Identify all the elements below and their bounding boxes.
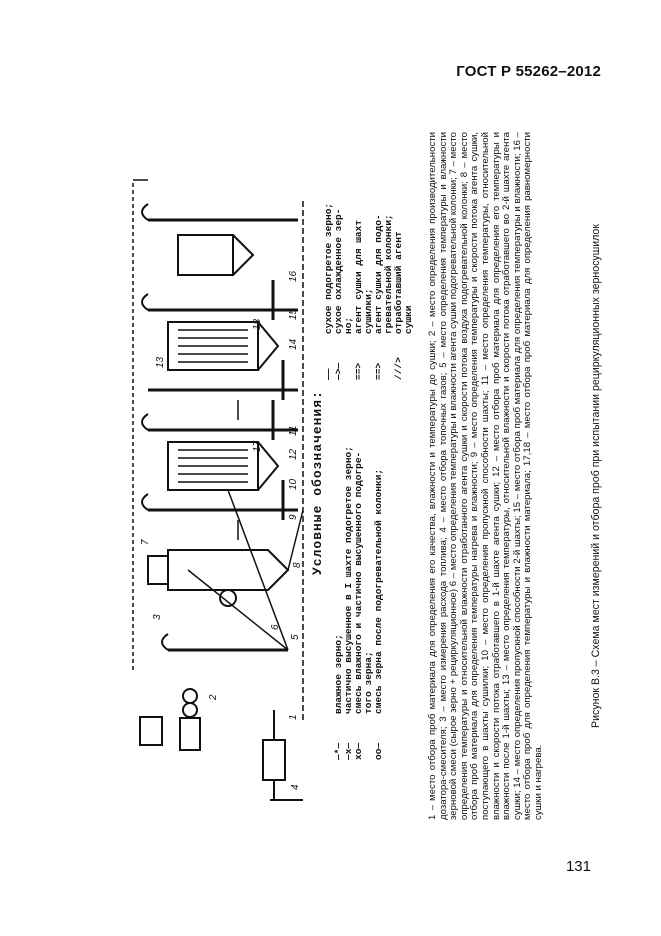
legend-item: ///>отработавший агент xyxy=(393,231,404,380)
legend-item: но; xyxy=(343,316,354,334)
point-number: 12 xyxy=(288,448,299,460)
point-number: 14 xyxy=(288,338,299,350)
point-number: 5 xyxy=(290,634,301,640)
legend-item: сушилки; xyxy=(363,288,374,334)
page-number: 131 xyxy=(565,858,591,875)
point-number: 4 xyxy=(290,784,301,790)
point-number: 6 xyxy=(270,624,281,630)
legend-item: —*—влажное зерно; xyxy=(333,634,344,760)
point-numbers xyxy=(140,270,303,790)
legend-item: сушки xyxy=(403,305,414,334)
point-number: 2 xyxy=(208,694,219,700)
point-number: 3 xyxy=(152,614,163,620)
legend-item: ——сухое подогретое зерно; xyxy=(323,202,334,380)
point-number: 1 xyxy=(288,714,299,720)
point-number: 13 xyxy=(155,356,166,368)
legend-item: oo—смесь зерна после подогревательной колонки; xyxy=(373,468,384,760)
point-number: 16 xyxy=(288,270,299,282)
point-number: 17 xyxy=(252,440,263,452)
point-number: 8 xyxy=(292,562,303,568)
legend-item: ==>агент сушки для подо- xyxy=(373,214,384,380)
point-number: 9 xyxy=(288,514,299,520)
legend-item: ==>агент сушки для шахт xyxy=(353,219,364,380)
standard-header: ГОСТ Р 55262–2012 xyxy=(456,63,601,80)
legend-item: того зерна; xyxy=(363,651,374,714)
figure-description: 1 – место отбора проб материала для определения его качества, влажности и температуры до сушки; 2 – место определения производительности дозатора-смесителя; 3 – место измерения расхода топлива; 4 – место отбора топочных газов; 5 – место определения температуры и влажности зерновой смеси (сырое зерно + рециркуляционное) 6 – место определения температуры и влажности агента сушки подогревательной колонки; 7 – место определения температуры и относительной влажности отработанного агента сушки и скорости потока воздуха подогревательной колонки; 8 – место отбора проб материала для определения температуры нагрева и влажности; 9 – место определения температуры и скорости потока агента сушки, поступающего в шахты сушилки; 10 – место определения пропускной способности шахты; 11 – место определения температуры, относительной влажности и скорости потока отработавшего в 1-й шахте агента сушки; 12 – место отбора проб материала для определения его температуры и влажности после 1-й шахты; 13 – место определения температуры, относительной влажности и скорости потока отработавшего во 2-й шахте агента сушки; 14 – место определения пропускной способности 2-й шахты; 15 – место отбора проб материала для определения температуры и влажности; 16 – место отбора проб для определения температуры и влажности материала; 17,18 – место отбора проб материала для определения равномерности сушки и нагрева. xyxy=(427,132,544,820)
legend-item: —>—сухое охлажденное зер- xyxy=(333,208,344,380)
figure-caption: Рисунок В.3 – Схема мест измерений и отбора проб при испытании рециркуляционных зерносушилок xyxy=(590,224,602,728)
point-number: 11 xyxy=(288,425,299,436)
point-number: 15 xyxy=(288,308,299,320)
legend-item: —x—частично высушенное в I шахте подогретое зерно; xyxy=(343,446,354,760)
legend-left xyxy=(334,446,384,760)
point-number: 10 xyxy=(288,478,299,490)
legend-item: гревательной колонки; xyxy=(383,214,394,334)
rotated-figure xyxy=(128,132,602,820)
point-number: 7 xyxy=(140,539,151,545)
legend-title: Условные обозначения: xyxy=(310,390,325,575)
legend-item: xo—смесь влажного и частично высушенного подогре- xyxy=(353,451,364,760)
legend-right xyxy=(324,203,414,380)
point-number: 18 xyxy=(252,318,263,330)
